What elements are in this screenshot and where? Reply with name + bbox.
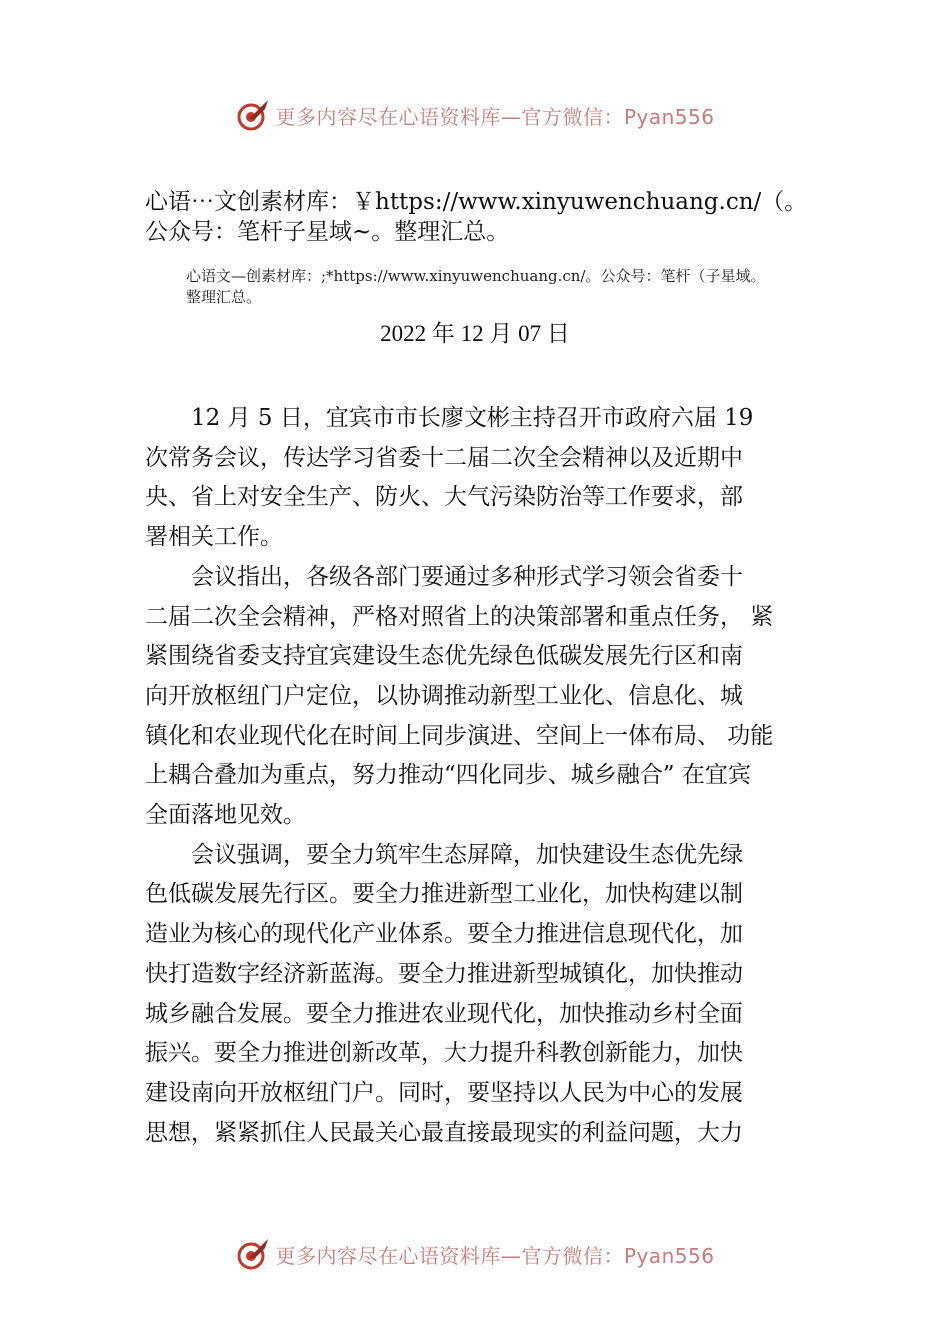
body-line: 会议指出，各级各部门要通过多种形式学习领会省委十: [145, 564, 743, 590]
body-line: 向开放枢纽门户定位，以协调推动新型工业化、信息化、城: [145, 683, 743, 709]
banner-text: 更多内容尽在心语资料库—官方微信：Pyan556: [275, 1243, 715, 1268]
note-line-2: 整理汇总。: [186, 288, 262, 306]
body-line: 紧围绕省委支持宜宾建设生态优先绿色低碳发展先行区和南: [145, 643, 743, 669]
note-line-1: 心语文—创素材库：;*https://www.xinyuwenchuang.cn/。公众号：笔杆（子星域。: [186, 267, 766, 285]
body-line: 造业为核心的现代化产业体系。要全力推进信息现代化，加: [145, 921, 743, 947]
quill-pen-logo-icon: [235, 97, 271, 133]
source-line-2: 公众号：笔杆子星域~。整理汇总。: [145, 219, 510, 245]
top-banner: [0, 95, 950, 135]
body-line: 二届二次全会精神，严格对照省上的决策部署和重点任务， 紧: [145, 604, 774, 630]
body-line: 思想，紧紧抓住人民最关心最直接最现实的利益问题，大力: [145, 1120, 743, 1146]
body-line: 会议强调，要全力筑牢生态屏障，加快建设生态优先绿: [145, 842, 743, 868]
quill-pen-logo-icon: [235, 1236, 271, 1272]
body-line: 央、省上对安全生产、防火、大气污染防治等工作要求，部: [145, 484, 743, 510]
body-line: 全面落地见效。: [145, 802, 306, 828]
body-line: 次常务会议，传达学习省委十二届二次全会精神以及近期中: [145, 445, 743, 471]
body-line: 城乡融合发展。要全力推进农业现代化，加快推动乡村全面: [145, 1001, 743, 1027]
body-line: 署相关工作。: [145, 524, 283, 550]
document-date: 2022 年 12 月 07 日: [380, 321, 570, 346]
banner-text: 更多内容尽在心语资料库—官方微信：Pyan556: [275, 104, 715, 129]
source-line-1: 心语⋯文创素材库：￥https://www.xinyuwenchuang.cn/（。: [145, 189, 808, 215]
body-line: 镇化和农业现代化在时间上同步演进、空间上一体布局、 功能: [145, 723, 774, 749]
bottom-banner: [0, 1234, 950, 1274]
body-line: 建设南向开放枢纽门户。同时，要坚持以人民为中心的发展: [145, 1080, 743, 1106]
body-line: 色低碳发展先行区。要全力推进新型工业化，加快构建以制: [145, 881, 743, 907]
body-line: 上耦合叠加为重点，努力推动“四化同步、城乡融合” 在宜宾: [145, 762, 751, 788]
body-line: 12 月 5 日，宜宾市市长廖文彬主持召开市政府六届 19: [145, 405, 754, 431]
body-line: 快打造数字经济新蓝海。要全力推进新型城镇化，加快推动: [145, 961, 743, 987]
body-line: 振兴。要全力推进创新改革，大力提升科教创新能力，加快: [145, 1040, 743, 1066]
